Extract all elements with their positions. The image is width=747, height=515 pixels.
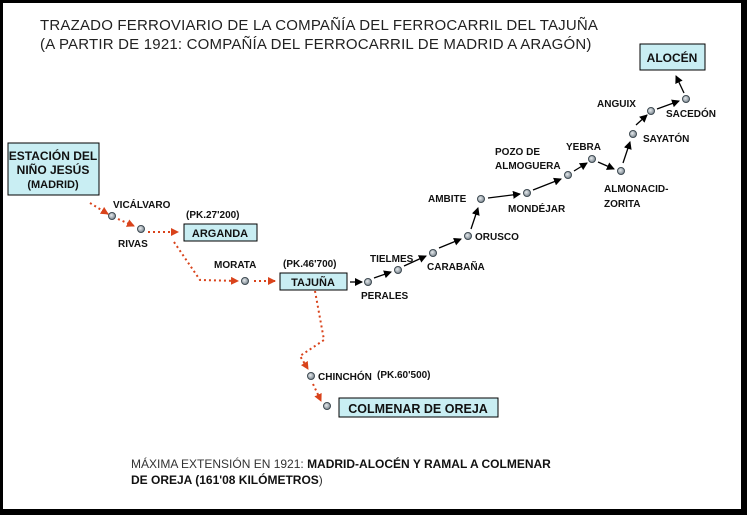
title-line-1: TRAZADO FERROVIARIO DE LA COMPAÑÍA DEL FERROCARRIL DEL TAJUÑA [40, 17, 599, 34]
label-sacedon: SACEDÓN [666, 109, 717, 120]
label-mondejar: MONDÉJAR [508, 204, 566, 215]
title-line-2: (A PARTIR DE 1921: COMPAÑÍA DEL FERROCARRIL DE MADRID A ARAGÓN) [40, 36, 592, 53]
dot-pozo-almoguera [524, 190, 531, 197]
dot-colmenar [324, 403, 331, 410]
label-morata: MORATA [214, 260, 257, 271]
label-tielmes: TIELMES [370, 254, 414, 265]
dot-chinchon [308, 373, 315, 380]
footer-line-1-normal: MÁXIMA EXTENSIÓN EN 1921: [131, 457, 308, 471]
dot-perales [365, 279, 372, 286]
label-vicalvaro: VICÁLVARO [113, 200, 171, 211]
arganda-label: ARGANDA [191, 228, 249, 240]
footer-line-1 [131, 456, 551, 471]
label-anguix: ANGUIX [597, 99, 636, 110]
pk-chinchon: (PK.60'500) [377, 370, 431, 381]
label-rivas: RIVAS [118, 239, 148, 250]
dot-anguix [648, 108, 655, 115]
dot-orusco [465, 233, 472, 240]
label-ambite: AMBITE [428, 194, 467, 205]
nino-jesus-line-2: NIÑO JESÚS [16, 163, 90, 177]
footer-line-2-bold: DE OREJA (161'08 KILÓMETROS [131, 473, 319, 487]
nino-jesus-line-3: (MADRID) [27, 179, 79, 191]
dot-mondejar [565, 172, 572, 179]
label-orusco: ORUSCO [475, 232, 519, 243]
footer-line-2-normal: ) [318, 473, 323, 487]
label-pozo-line2: ALMOGUERA [495, 161, 561, 172]
footer-line-2 [131, 472, 323, 487]
dot-almonacid [618, 168, 625, 175]
tajuna-label: TAJUÑA [291, 277, 335, 289]
dot-yebra [589, 156, 596, 163]
alocen-label: ALOCÉN [646, 51, 698, 65]
label-almonacid-line1: ALMONACID- [604, 184, 669, 195]
dot-carabana [430, 250, 437, 257]
label-chinchon: CHINCHÓN [318, 372, 372, 383]
dot-ambite [478, 196, 485, 203]
label-yebra: YEBRA [566, 142, 602, 153]
nino-jesus-line-1: ESTACIÓN DEL [8, 149, 98, 163]
colmenar-label: COLMENAR DE OREJA [348, 402, 488, 416]
label-almonacid-line2: ZORITA [604, 199, 641, 210]
pk-tajuna: (PK.46'700) [283, 259, 337, 270]
dot-morata [242, 278, 249, 285]
footer-line-1-bold: MADRID-ALOCÉN Y RAMAL A COLMENAR [307, 457, 551, 471]
label-pozo-line1: POZO DE [495, 147, 541, 158]
label-sayaton: SAYATÓN [643, 134, 690, 145]
label-perales: PERALES [361, 291, 409, 302]
dot-rivas [138, 226, 145, 233]
dot-sacedon [683, 96, 690, 103]
label-carabana: CARABAÑA [427, 262, 485, 273]
dot-vicalvaro [109, 213, 116, 220]
dot-tielmes [395, 267, 402, 274]
dot-sayaton [630, 131, 637, 138]
pk-arganda: (PK.27'200) [186, 210, 240, 221]
